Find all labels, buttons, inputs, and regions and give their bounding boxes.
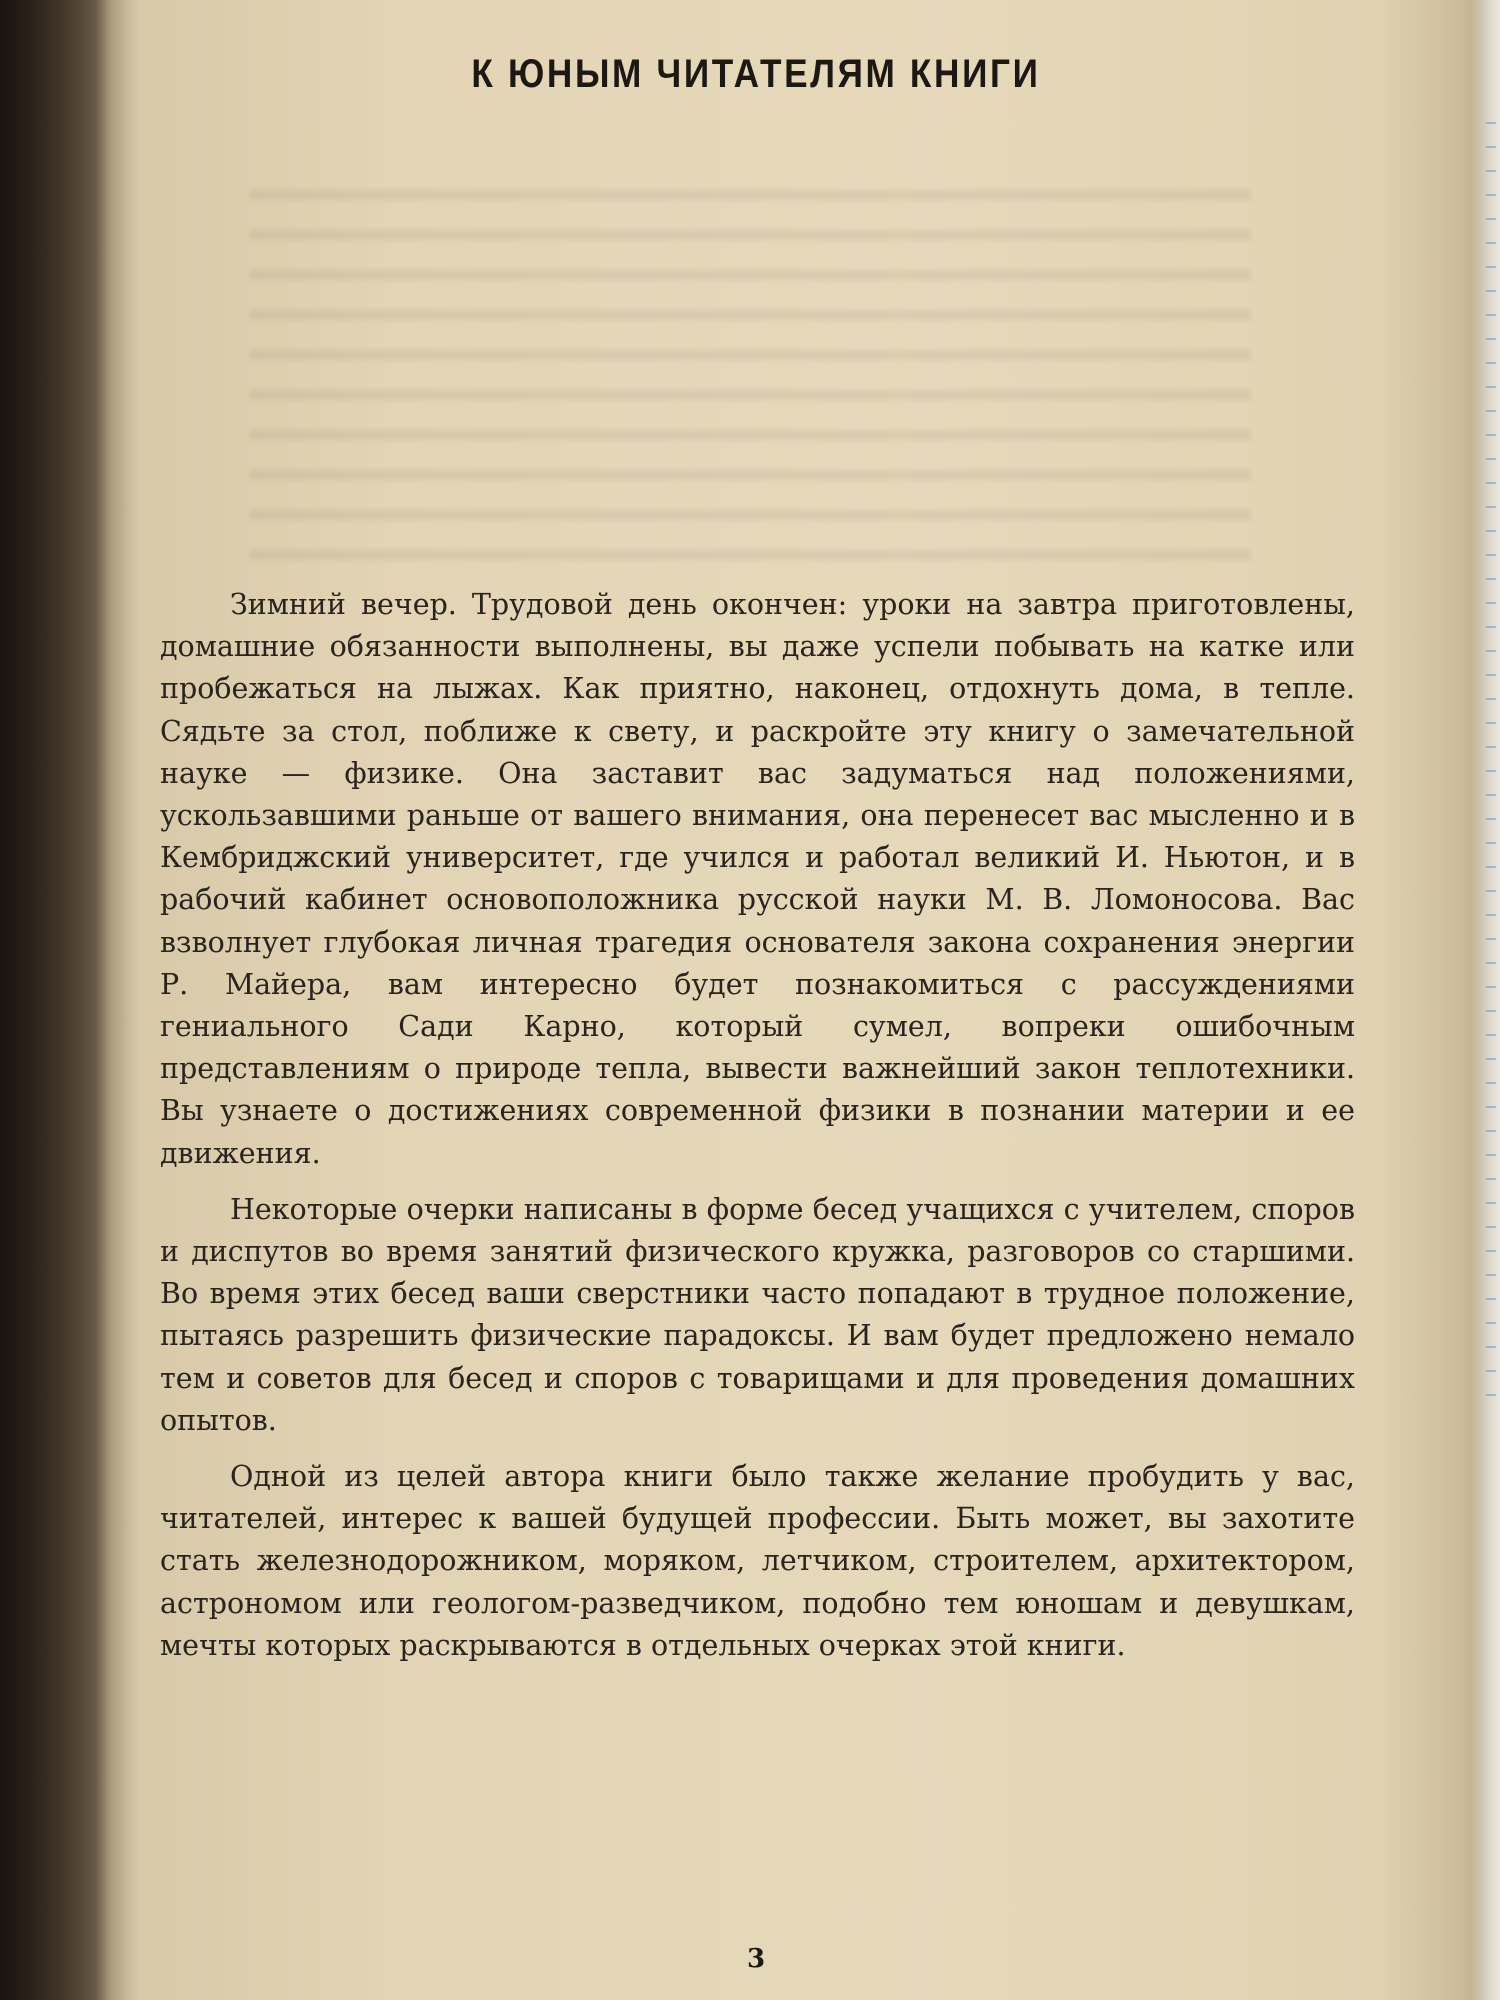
page-title: К ЮНЫМ ЧИТАТЕЛЯМ КНИГИ xyxy=(471,52,1041,96)
paragraph-2: Некоторые очерки написаны в форме бесед учащихся с учителем, споров и диспутов во время занятий физического кружка, разговоров со старшими. Во время этих бесед ваши сверстники часто попадают в трудное положение, пытаясь разрешить физические парадоксы. И вам будет предложено немало тем и советов для бесед и споров с товарищами и для проведения домашних опытов. xyxy=(160,1192,1355,1437)
body-text xyxy=(160,584,1355,1667)
binding-shadow xyxy=(0,0,130,2000)
paragraph-1: Зимний вечер. Трудовой день окончен: уроки на завтра приготовлены, домашние обязанности выполнены, вы даже успели побывать на катке или пробежаться на лыжах. Как приятно, наконец, отдохнуть дома, в тепле. Сядьте за стол, поближе к свету, и раскройте эту книгу о замечательной науке — физике. Она заставит вас задуматься над положениями, ускользавшими раньше от вашего внимания, она перенесет вас мысленно и в Кембриджский университет, где учился и работал великий И. Ньютон, и в рабочий кабинет основоположника русской науки М. В. Ломоносова. Вас взволнует глубокая личная трагедия основателя закона сохранения энергии Р. Майера, вам интересно будет познакомиться с рассуждениями гениального Сади Карно, который сумел, вопреки ошибочным представлениям о природе тепла, вывести важнейший закон теплотехники. Вы узнаете о достижениях современной физики в познании материи и ее движения. xyxy=(160,588,1355,1170)
notebook-lines-edge xyxy=(1486,100,1496,1400)
page-number: 3 xyxy=(746,1944,766,1974)
show-through-text xyxy=(250,160,1250,580)
paragraph-3: Одной из целей автора книги было также желание пробудить у вас, читателей, интерес к вашей будущей профессии. Быть может, вы захотите стать железнодорожником, моряком, летчиком, строителем, архитектором, астрономом или геологом-разведчиком, подобно тем юношам и девушкам, мечты которых раскрываются в отдельных очерках этой книги. xyxy=(160,1460,1355,1662)
